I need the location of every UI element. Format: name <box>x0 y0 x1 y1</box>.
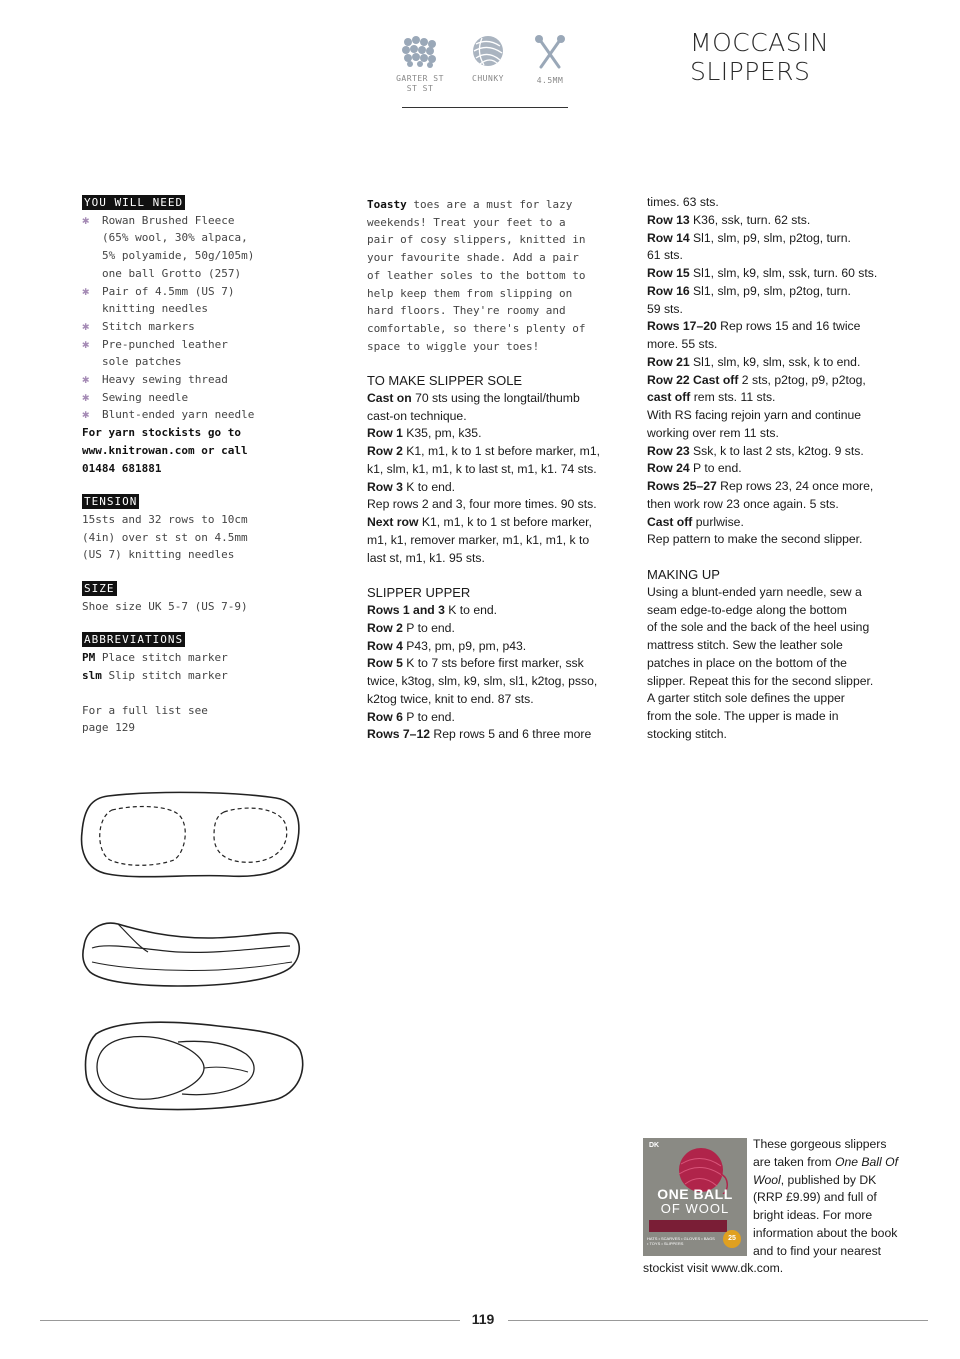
materials-list <box>82 212 292 424</box>
page-title: MOCCASIN SLIPPERS <box>690 28 830 86</box>
section-tag: ABBREVIATIONS <box>84 633 184 647</box>
instruction-line <box>367 602 627 620</box>
instruction-line <box>647 425 917 443</box>
instruction-line <box>367 425 627 443</box>
row-label: Row 24 <box>647 461 690 476</box>
instruction-text: last st, m1, k1. 95 sts. <box>367 550 485 565</box>
row-label: Row 22 Cast off <box>647 372 739 387</box>
instruction-line <box>647 531 917 549</box>
materials-item <box>82 212 292 283</box>
abbreviation-term: slm <box>82 668 102 682</box>
instruction-text: from the sole. The upper is made in <box>647 709 839 723</box>
instruction-line <box>367 532 627 550</box>
instruction-line <box>647 212 917 230</box>
abbreviation-item <box>82 667 292 685</box>
instruction-text: 61 sts. <box>647 248 683 263</box>
stockists-info <box>82 424 292 477</box>
materials-item-line: one ball Grotto (257) <box>102 266 242 280</box>
intro-line <box>367 214 617 232</box>
instruction-line <box>367 479 627 497</box>
header-divider <box>402 107 568 108</box>
instruction-line <box>367 408 627 426</box>
instruction-line <box>647 708 917 726</box>
icon-label-line: ST ST <box>406 84 434 93</box>
instruction-line <box>647 247 917 265</box>
intro-line <box>367 338 617 356</box>
instruction-line <box>367 496 627 514</box>
tension-line: (4in) over st st on 4.5mm <box>82 530 248 544</box>
yarn-ball-icon <box>470 34 506 68</box>
size-line: Shoe size UK 5-7 (US 7-9) <box>82 599 248 613</box>
intro-text: pair of cosy slippers, knitted in <box>367 233 586 247</box>
tension-line: (US 7) knitting needles <box>82 548 235 562</box>
instruction-line <box>367 550 627 568</box>
materials-item-line: Pre-punched leather <box>102 337 228 351</box>
instruction-text: K to end. <box>402 479 456 494</box>
intro-text: of leather soles to the bottom to <box>367 268 586 282</box>
intro-line <box>367 285 617 303</box>
instruction-text: P to end. <box>402 620 455 635</box>
instruction-text: Rep rows 15 and 16 twice <box>716 319 861 334</box>
page-number: 119 <box>471 1311 495 1327</box>
cover-float-spacer <box>643 1136 753 1254</box>
materials-item-line: sole patches <box>102 355 182 369</box>
bullet-star-icon: ✱ <box>82 336 90 351</box>
bullet-star-icon: ✱ <box>82 389 90 404</box>
instruction-text: Rep rows 23, 24 once more, <box>716 479 874 493</box>
instruction-line <box>367 638 627 656</box>
row-label: cast off <box>647 390 691 405</box>
instruction-text: 2 sts, p2tog, p9, p2tog, <box>738 372 866 387</box>
row-label: Row 5 <box>367 656 403 671</box>
instruction-text: P43, pm, p9, pm, p43. <box>402 638 527 653</box>
instruction-text: twice, k3tog, slm, k9, slm, sl1, k2tog, psso, <box>367 674 598 688</box>
instruction-line <box>647 230 917 248</box>
intro-text: help keep them from slipping on <box>367 286 573 300</box>
instruction-text: Sl1, slm, k9, slm, ssk, turn. 60 sts. <box>689 266 878 280</box>
instruction-text: K35, pm, k35. <box>402 426 482 441</box>
instruction-text: rem sts. 11 sts. <box>690 390 776 405</box>
materials-item-line: Blunt-ended yarn needle <box>102 408 255 422</box>
abbreviation-meaning: Place stitch marker <box>101 651 228 665</box>
sidebar <box>82 194 292 737</box>
instruction-text: K to 7 sts before first marker, ssk <box>402 656 584 671</box>
tension-section <box>82 493 292 564</box>
instruction-text: then work row 23 once again. 5 sts. <box>647 496 839 511</box>
bullet-star-icon: ✱ <box>82 407 90 422</box>
instruction-text: cast-on technique. <box>367 408 467 423</box>
row-label: Rows 1 and 3 <box>367 603 445 617</box>
instruction-line <box>367 514 627 532</box>
bullet-star-icon: ✱ <box>82 318 90 333</box>
row-label: Row 15 <box>647 266 690 280</box>
crossed-needles-icon <box>532 34 568 70</box>
bullet-star-icon: ✱ <box>82 283 90 298</box>
book-title-italic: One Ball Of Wool <box>753 1154 898 1187</box>
instruction-line <box>647 637 917 655</box>
instruction-text: K1, m1, k to 1 st before marker, <box>418 515 592 529</box>
sole-diagram <box>78 788 308 886</box>
instruction-line <box>367 390 627 408</box>
abbreviation-note-line: page 129 <box>82 721 135 735</box>
instruction-line <box>647 496 917 514</box>
section-heading: MAKING UP <box>647 567 720 582</box>
materials-item-line: Heavy sewing thread <box>102 373 228 387</box>
instruction-line <box>647 372 917 390</box>
instruction-text: A garter stitch sole defines the upper <box>647 691 845 706</box>
intro-text: hard floors. They're roomy and <box>367 304 566 318</box>
instruction-line <box>647 602 917 620</box>
row-label: Next row <box>367 515 419 529</box>
pattern-info-icons <box>390 34 570 114</box>
instruction-text: m1, k1, remover marker, m1, k1, m1, k to <box>367 532 590 547</box>
size-section <box>82 580 292 615</box>
pattern-column-3 <box>647 194 917 744</box>
instruction-text: Sl1, slm, k9, slm, ssk, k to end. <box>689 354 861 369</box>
materials-item <box>82 283 292 318</box>
row-label: Row 6 <box>367 709 403 724</box>
intro-line <box>367 302 617 320</box>
abbreviation-term: PM <box>82 651 96 665</box>
abbreviation-note-line: For a full list see <box>82 703 208 717</box>
row-label: Row 21 <box>647 354 690 369</box>
blurb-text: These gorgeous slippers are taken from <box>753 1137 887 1169</box>
abbreviations-section <box>82 631 292 737</box>
slipper-side-diagram <box>78 906 308 994</box>
materials-item <box>82 371 292 389</box>
instruction-line <box>647 265 917 283</box>
materials-item-line: Pair of 4.5mm (US 7) <box>102 284 235 298</box>
instruction-line <box>367 726 627 744</box>
section-heading: TO MAKE SLIPPER SOLE <box>367 373 523 388</box>
instruction-line <box>647 336 917 354</box>
instruction-line <box>647 584 917 602</box>
footer-rule-right <box>508 1320 928 1321</box>
instruction-text: working over rem 11 sts. <box>647 425 779 440</box>
row-label: Row 2 <box>367 444 403 458</box>
intro-text: comfortable, so there's plenty of <box>367 321 586 335</box>
instruction-line <box>647 443 917 461</box>
book-badge: 25 <box>723 1230 741 1248</box>
instruction-text: slipper. Repeat this for the second slipper. <box>647 673 874 688</box>
instruction-line <box>647 726 917 744</box>
row-label: Row 23 <box>647 443 690 458</box>
instruction-line <box>367 655 627 673</box>
publisher-logo: DK <box>649 1142 660 1149</box>
blurb-text: , published by DK (RRP £9.99) and full of bright ideas. For more information about the book and to find your nearest stockist visit www.dk.com. <box>643 1172 898 1276</box>
instruction-text: 70 sts using the longtail/thumb <box>411 390 580 405</box>
instruction-line <box>367 443 627 461</box>
instruction-line <box>367 620 627 638</box>
materials-item-line: knitting needles <box>102 302 208 316</box>
instruction-text: 59 sts. <box>647 301 683 316</box>
instruction-text: mattress stitch. Sew the leather sole <box>647 638 843 652</box>
intro-line <box>367 320 617 338</box>
instruction-text: P to end. <box>689 461 742 476</box>
row-label: Row 2 <box>367 620 403 635</box>
materials-item <box>82 336 292 371</box>
stockists-line: www.knitrowan.com or call <box>82 443 248 457</box>
instruction-line <box>647 283 917 301</box>
instruction-text: k2tog twice, knit to end. 87 sts. <box>367 691 534 706</box>
instruction-text: K1, m1, k to 1 st before marker, m1, <box>402 444 600 458</box>
materials-item-line: Stitch markers <box>102 319 195 333</box>
footer-rule-left <box>40 1320 460 1321</box>
you-will-need-section <box>82 194 292 477</box>
row-label: Cast off <box>647 514 693 529</box>
row-label: Rows 25–27 <box>647 479 717 493</box>
needle-size <box>520 34 580 86</box>
section-tag: SIZE <box>84 582 115 596</box>
icon-label-line: 4.5MM <box>536 76 564 85</box>
instruction-text: Sl1, slm, p9, slm, p2tog, turn. <box>689 230 851 245</box>
intro-line <box>367 267 617 285</box>
intro-text <box>367 196 617 355</box>
instruction-line <box>647 389 917 407</box>
instruction-line <box>647 655 917 673</box>
yarn-weight <box>458 34 518 84</box>
intro-text: your favourite shade. Add a pair <box>367 251 579 265</box>
instruction-text: P to end. <box>402 709 455 724</box>
row-label: Row 1 <box>367 426 403 441</box>
pattern-column-2 <box>367 372 627 744</box>
stockists-line: For yarn stockists go to <box>82 426 241 440</box>
row-label: Cast on <box>367 390 412 405</box>
row-label: Rows 17–20 <box>647 319 717 334</box>
materials-item-line: Sewing needle <box>102 390 189 404</box>
instruction-line <box>647 619 917 637</box>
instruction-text: Rep rows 2 and 3, four more times. 90 sts. <box>367 497 597 512</box>
instruction-text: times. 63 sts. <box>647 195 719 209</box>
materials-item-line: Rowan Brushed Fleece <box>102 213 235 227</box>
intro-text: weekends! Treat your feet to a <box>367 215 566 229</box>
intro-line <box>367 196 617 214</box>
instruction-line <box>367 673 627 691</box>
instruction-text: K to end. <box>444 603 498 617</box>
instruction-line <box>647 690 917 708</box>
materials-item <box>82 318 292 336</box>
section-gap <box>367 567 627 584</box>
book-blurb <box>643 1136 905 1278</box>
materials-item <box>82 389 292 407</box>
instruction-line <box>647 354 917 372</box>
row-label: Row 14 <box>647 230 690 245</box>
stockists-line: 01484 681881 <box>82 461 162 475</box>
materials-item <box>82 406 292 424</box>
instruction-line <box>647 407 917 425</box>
instruction-text: Ssk, k to last 2 sts, k2tog. 9 sts. <box>689 443 864 458</box>
instruction-text: patches in place on the bottom of the <box>647 655 847 670</box>
bullet-star-icon: ✱ <box>82 212 90 227</box>
row-label: Row 4 <box>367 638 403 653</box>
instruction-text: k1, slm, k1, m1, k to last st, m1, k1. 74 sts. <box>367 461 597 476</box>
book-subtitle: HATS • SCARVES • GLOVES • BAGS • TOYS • SLIPPERS <box>647 1236 715 1246</box>
instruction-text: Sl1, slm, p9, slm, p2tog, turn. <box>689 283 851 298</box>
instruction-text: K36, ssk, turn. 62 sts. <box>689 212 811 227</box>
instruction-text: seam edge-to-edge along the bottom <box>647 602 847 617</box>
instruction-text: stocking stitch. <box>647 726 727 741</box>
instruction-text: of the sole and the back of the heel using <box>647 620 870 635</box>
intro-line <box>367 249 617 267</box>
instruction-line <box>647 460 917 478</box>
intro-line <box>367 231 617 249</box>
row-label: Row 16 <box>647 283 690 298</box>
instruction-line <box>647 194 917 212</box>
instruction-line <box>367 709 627 727</box>
slipper-top-diagram <box>78 1014 308 1118</box>
section-gap <box>647 549 917 566</box>
instruction-text: Rep rows 5 and 6 three more <box>430 727 592 742</box>
icon-label-line: CHUNKY <box>472 74 504 83</box>
instruction-line <box>367 461 627 479</box>
row-label: Row 3 <box>367 479 403 494</box>
materials-item-line: 5% polyamide, 50g/105m) <box>102 249 255 263</box>
instruction-text: Using a blunt-ended yarn needle, sew a <box>647 584 862 599</box>
row-label: Row 13 <box>647 212 690 227</box>
instruction-text: more. 55 sts. <box>647 337 718 351</box>
garter-stitch-swatch-icon <box>400 34 440 68</box>
intro-lead: Toasty <box>367 198 407 211</box>
instruction-line <box>647 301 917 319</box>
abbreviation-meaning: Slip stitch marker <box>108 668 228 682</box>
instruction-text: purlwise. <box>692 514 744 529</box>
section-tag: TENSION <box>84 495 138 509</box>
instruction-line <box>647 318 917 336</box>
intro-text: space to wiggle your toes! <box>367 339 540 353</box>
book-title-line1: ONE BALL <box>657 1186 733 1202</box>
materials-item-line: (65% wool, 30% alpaca, <box>102 231 248 245</box>
abbreviation-item <box>82 649 292 667</box>
bullet-star-icon: ✱ <box>82 372 90 387</box>
instruction-line <box>367 691 627 709</box>
instruction-line <box>647 478 917 496</box>
garter-stitch-swatch <box>390 34 450 94</box>
intro-text: toes are a must for lazy <box>406 198 573 211</box>
row-label: Rows 7–12 <box>367 727 431 742</box>
section-tag: YOU WILL NEED <box>84 196 184 209</box>
icon-label-line: GARTER ST <box>396 74 444 83</box>
book-title-line2: OF WOOL <box>660 1201 730 1216</box>
instruction-line <box>647 673 917 691</box>
section-heading: SLIPPER UPPER <box>367 585 471 601</box>
instruction-text: Rep pattern to make the second slipper. <box>647 532 863 547</box>
tension-line: 15sts and 32 rows to 10cm <box>82 512 248 526</box>
instruction-line <box>647 514 917 532</box>
instruction-text: With RS facing rejoin yarn and continue <box>647 408 862 422</box>
